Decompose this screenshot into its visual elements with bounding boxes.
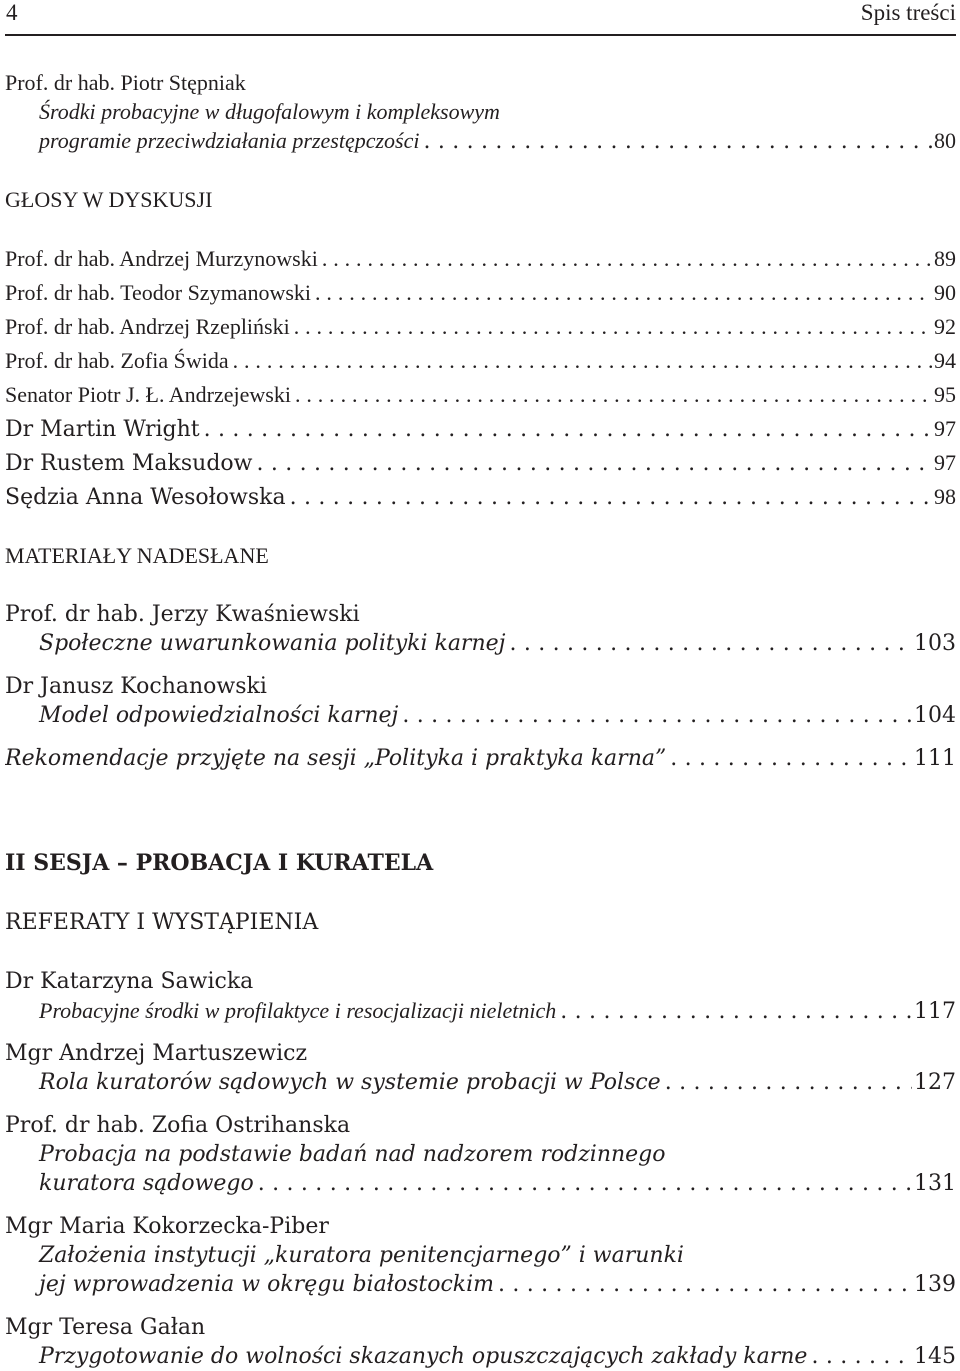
list-item[interactable]: Prof. dr hab. Zofia Świda . . . 94 (5, 346, 956, 375)
dot-leader (560, 997, 912, 1025)
entry-title-line[interactable]: programie przeciwdziałania przestępczości . . . 80 (5, 126, 956, 155)
entry-page-number: 103 (914, 631, 956, 656)
entry-page-number: 111 (914, 746, 956, 771)
section-heading: REFERATY I WYSTĄPIENIA (5, 910, 319, 935)
dot-leader (290, 483, 932, 511)
entry-title-line: Środki probacyjne w długofalowym i kompleksowym (39, 99, 500, 124)
dot-leader (295, 380, 932, 409)
entry-page-number: 117 (914, 999, 956, 1024)
entry-page-number: 131 (914, 1171, 956, 1196)
entry-title-line: Probacja na podstawie badań nad nadzorem rodzinnego (39, 1142, 666, 1167)
entry-page-number: 104 (914, 703, 956, 728)
entry-page-number: 90 (934, 280, 956, 305)
entry-page-number: 92 (934, 314, 956, 339)
entry-author: Prof. dr hab. Zofia Ostrihanska (5, 1113, 351, 1138)
entry-title-line[interactable]: Probacyjne środki w profilaktyce i resocjalizacji nieletnich . . . 117 (5, 996, 956, 1025)
toc-list (5, 244, 956, 511)
dot-leader (670, 744, 912, 773)
entry-page-number: 94 (934, 348, 956, 373)
dot-leader (315, 278, 932, 307)
dot-leader (811, 1342, 912, 1371)
entry-page-number: 80 (934, 128, 956, 153)
entry-author: Mgr Andrzej Martuszewicz (5, 1041, 308, 1066)
entry-page-number: 97 (934, 416, 956, 441)
toc-entry (5, 672, 956, 730)
entry-author: Prof. dr hab. Piotr Stępniak (5, 70, 246, 95)
toc-entry (5, 1313, 956, 1371)
entry-author: Dr Janusz Kochanowski (5, 674, 267, 699)
section-heading: MATERIAŁY NADESŁANE (5, 543, 269, 568)
entry-page-number: 145 (914, 1344, 956, 1369)
list-item[interactable]: Dr Rustem Maksudow . . . 97 (5, 448, 956, 477)
list-item[interactable]: Prof. dr hab. Andrzej Murzynowski . . . 89 (5, 244, 956, 273)
dot-leader (665, 1068, 912, 1097)
entry-title-line[interactable]: Przygotowanie do wolności skazanych opuszczających zakłady karne . . . 145 (5, 1342, 956, 1371)
toc-entry (5, 967, 956, 1025)
entry-author: Dr Katarzyna Sawicka (5, 969, 254, 994)
section-heading: GŁOSY W DYSKUSJI (5, 187, 213, 212)
entry-title-line[interactable]: Społeczne uwarunkowania polityki karnej . . . 103 (5, 629, 956, 658)
list-item[interactable]: Prof. dr hab. Andrzej Rzepliński . . . 92 (5, 312, 956, 341)
toc-entry (5, 600, 956, 658)
dot-leader (424, 127, 933, 155)
dot-leader (204, 415, 932, 443)
page-header (6, 0, 956, 24)
running-title: Spis treści (860, 0, 956, 25)
dot-leader (509, 629, 912, 658)
list-item[interactable]: Sędzia Anna Wesołowska . . . 98 (5, 482, 956, 511)
entry-title-line[interactable]: Rola kuratorów sądowych w systemie probacji w Polsce . . . 127 (5, 1068, 956, 1097)
entry-title-line[interactable]: Model odpowiedzialności karnej . . . 104 (5, 701, 956, 730)
entry-author: Prof. dr hab. Jerzy Kwaśniewski (5, 602, 360, 627)
page-number: 4 (6, 0, 18, 25)
list-item[interactable]: Dr Martin Wright . . . 97 (5, 414, 956, 443)
list-item[interactable]: Prof. dr hab. Teodor Szymanowski . . . 90 (5, 278, 956, 307)
toc-entry[interactable]: Rekomendacje przyjęte na sesji „Polityka i praktyka karna” . . . 111 (5, 744, 956, 773)
toc-entry (5, 1039, 956, 1097)
dot-leader (322, 244, 932, 273)
dot-leader (258, 1169, 912, 1198)
dot-leader (233, 346, 932, 375)
toc-entry (5, 1111, 956, 1198)
list-item[interactable]: Senator Piotr J. Ł. Andrzejewski . . . 95 (5, 380, 956, 409)
entry-author: Mgr Teresa Gałan (5, 1315, 206, 1340)
dot-leader (402, 701, 912, 730)
entry-page-number: 127 (914, 1070, 956, 1095)
entry-author: Mgr Maria Kokorzecka-Piber (5, 1214, 329, 1239)
header-rule (5, 34, 956, 36)
entry-page-number: 139 (914, 1272, 956, 1297)
entry-title-line: Założenia instytucji „kuratora penitencjarnego” i warunki (39, 1243, 684, 1268)
part-heading: II SESJA – PROBACJA I KURATELA (5, 850, 434, 876)
table-of-contents (5, 68, 956, 1371)
dot-leader (294, 312, 932, 341)
entry-page-number: 97 (934, 450, 956, 475)
entry-page-number: 95 (934, 382, 956, 407)
entry-title-line[interactable]: kuratora sądowego . . . 131 (5, 1169, 956, 1198)
entry-page-number: 89 (934, 246, 956, 271)
dot-leader (256, 449, 932, 477)
entry-page-number: 98 (934, 484, 956, 509)
dot-leader (498, 1270, 912, 1299)
toc-entry (5, 68, 956, 155)
entry-title-line[interactable]: jej wprowadzenia w okręgu białostockim . . . 139 (5, 1270, 956, 1299)
toc-entry (5, 1212, 956, 1299)
